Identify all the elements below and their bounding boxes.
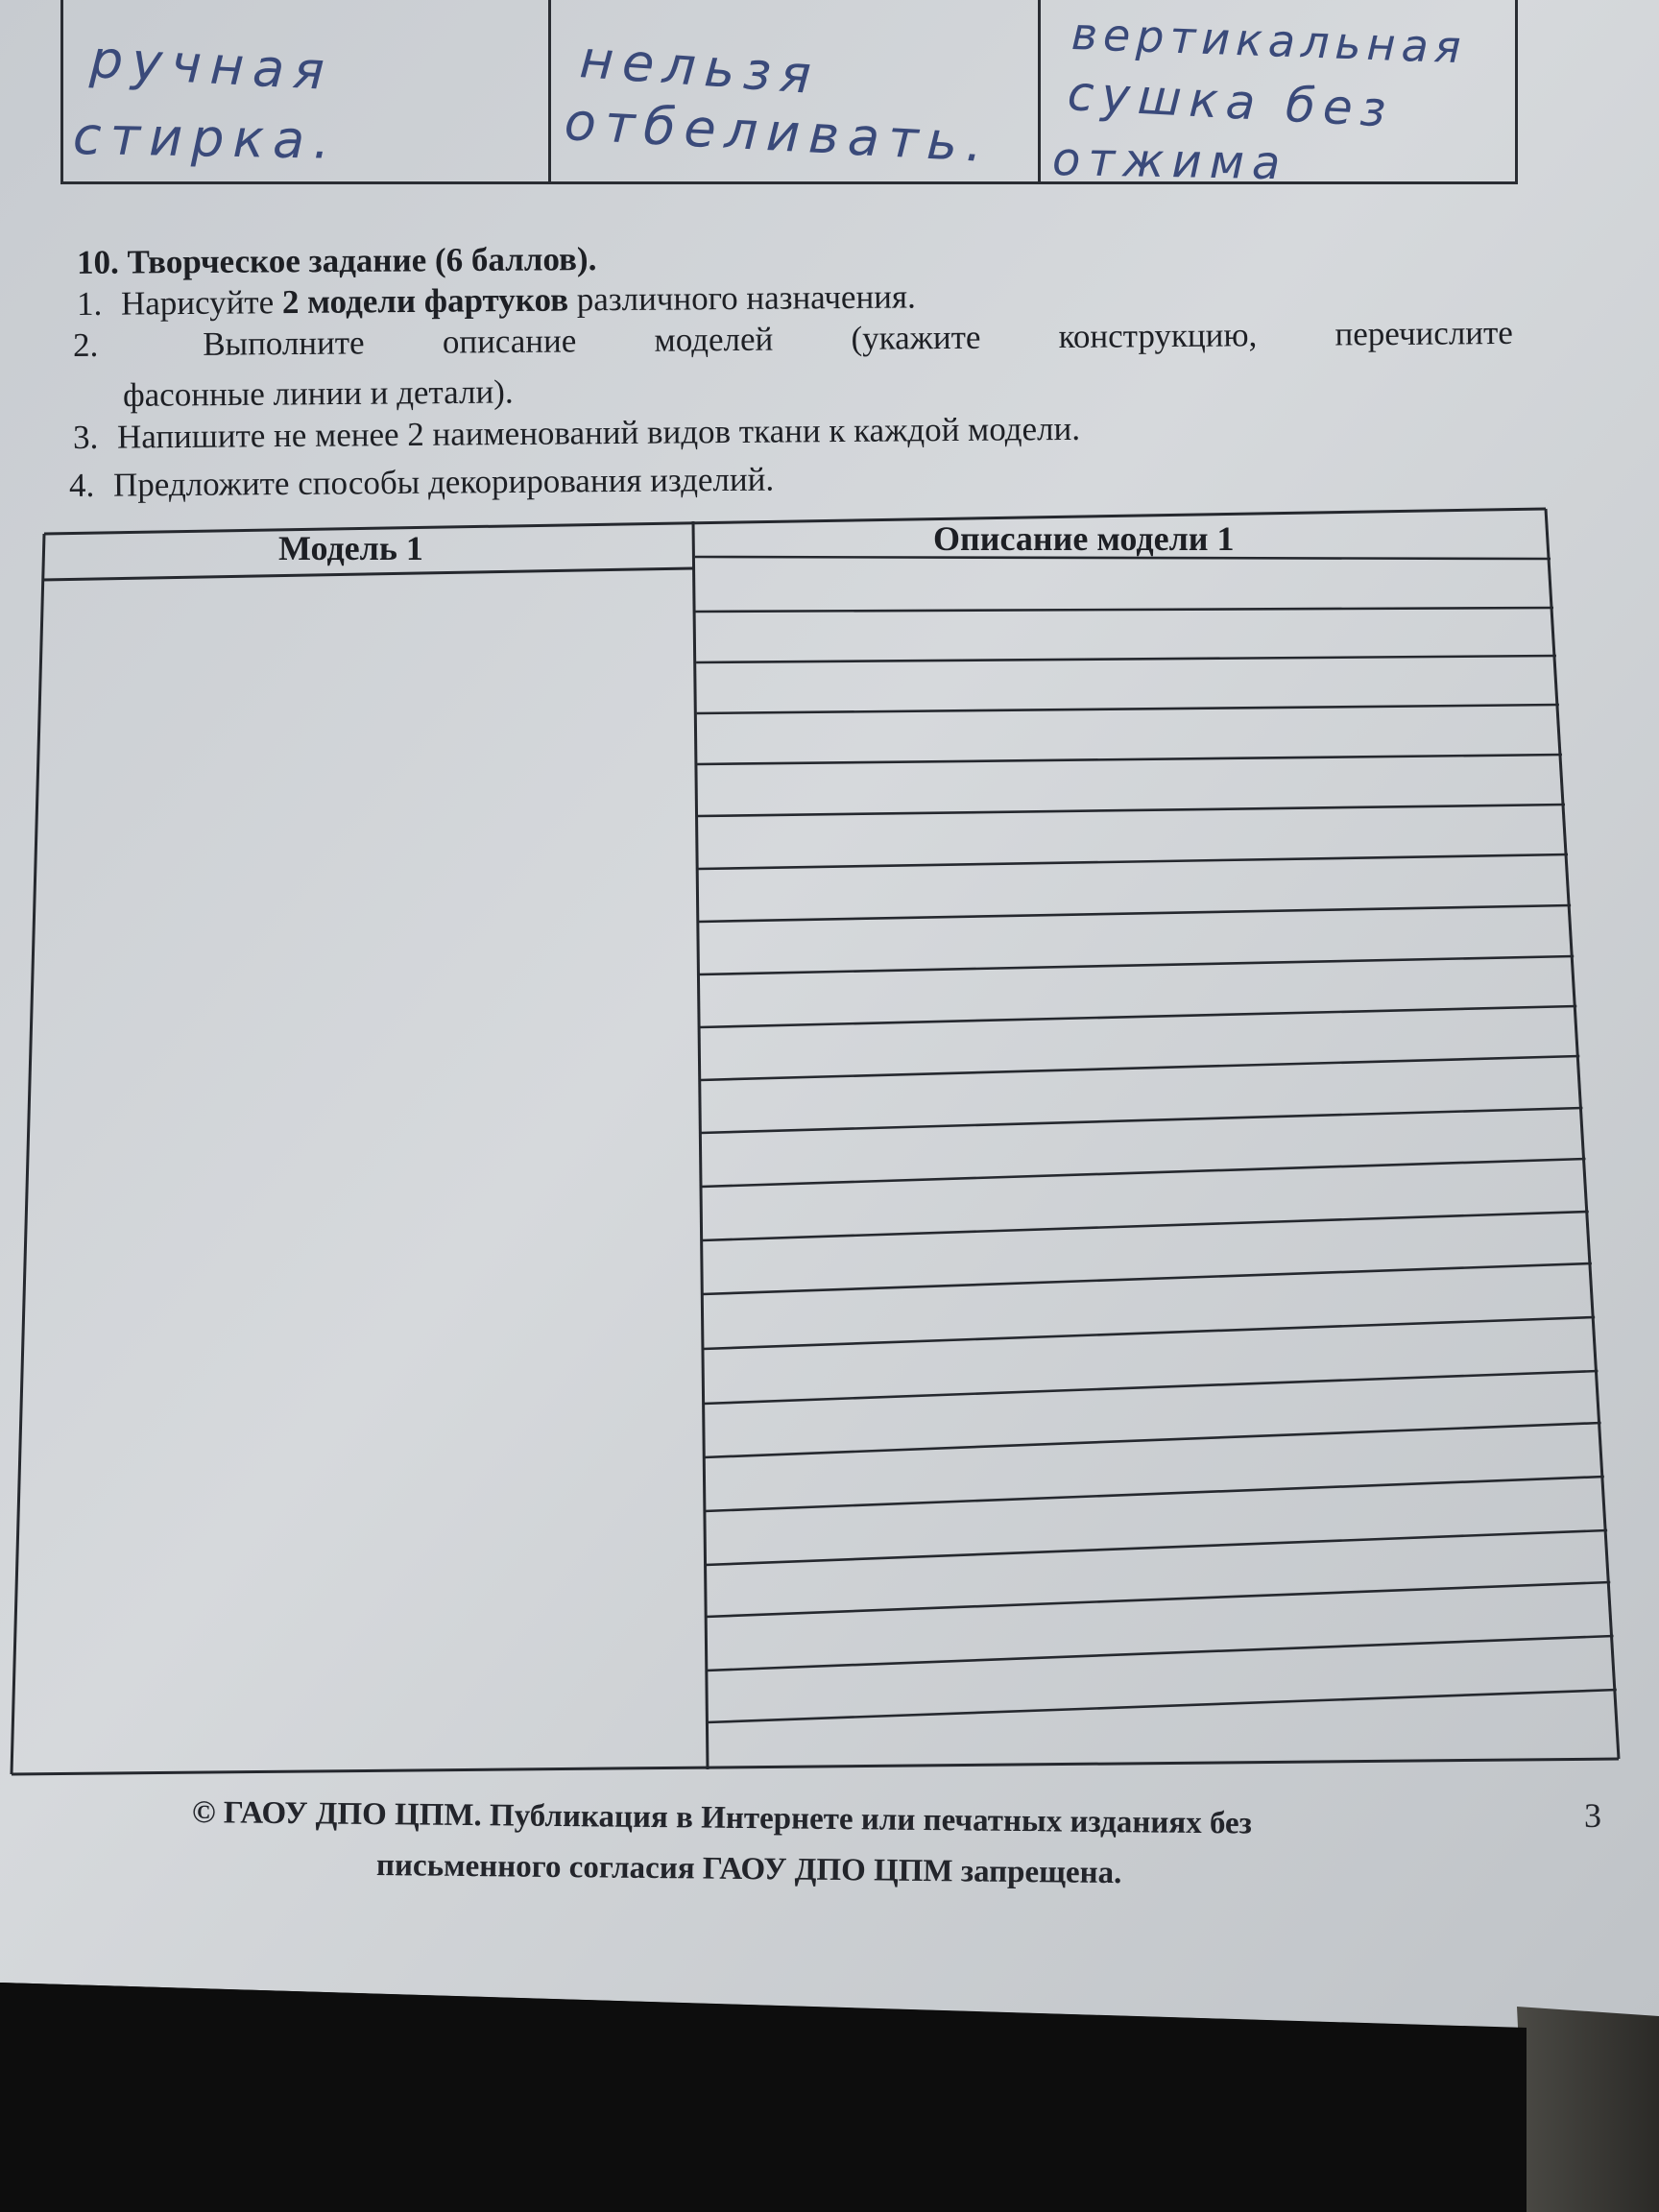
- item-text: различного назначения.: [567, 277, 916, 319]
- table-border-bottom: [12, 1759, 1619, 1774]
- item-number: 1.: [76, 284, 103, 323]
- model-column-header: Модель 1: [278, 529, 423, 567]
- table-border-top: [44, 509, 1546, 534]
- table-border-right: [1546, 509, 1619, 1759]
- page-number: 3: [1584, 1796, 1601, 1835]
- column-divider: [693, 521, 708, 1769]
- handwritten-text: вертикальная: [1070, 8, 1468, 74]
- ruled-line: [698, 854, 1568, 869]
- item-text: Напишите не менее 2 наименований видов ткани к каждой модели.: [116, 409, 1081, 456]
- handwritten-text: сушка без: [1066, 65, 1395, 138]
- ruled-line: [703, 1263, 1592, 1294]
- ruled-line: [704, 1423, 1600, 1457]
- item-text: Нарисуйте: [120, 283, 283, 323]
- ruled-line: [705, 1477, 1604, 1511]
- item-word: конструкцию,: [1058, 316, 1258, 356]
- handwritten-text: ручная: [88, 29, 335, 103]
- task-item-2-continued: фасонные линии и детали).: [122, 373, 514, 414]
- ruled-line: [703, 1317, 1595, 1349]
- ruled-line: [706, 1636, 1613, 1671]
- description-column-header: Описание модели 1: [933, 519, 1235, 558]
- item-word: Выполните: [203, 324, 365, 363]
- copyright-notice: © ГАОУ ДПО ЦПМ. Публикация в Интернете или печатных изданиях без: [191, 1795, 1253, 1841]
- item-word: моделей: [654, 320, 774, 359]
- ruled-line: [696, 608, 1553, 612]
- item-word: (укажите: [851, 318, 981, 357]
- ruled-line: [698, 805, 1565, 816]
- ruled-line: [707, 1690, 1617, 1722]
- ruled-line: [706, 1582, 1610, 1617]
- item-number: 2.: [72, 325, 99, 364]
- handwritten-text: отжима: [1051, 132, 1288, 191]
- item-bold-text: 2 модели фартуков: [281, 280, 569, 322]
- handwritten-text: нельзя: [577, 29, 822, 107]
- item-number: 3.: [72, 418, 99, 456]
- ruled-line: [702, 1212, 1589, 1240]
- copyright-notice-continued: письменного согласия ГАОУ ДПО ЦПМ запрещена.: [375, 1848, 1122, 1891]
- handwritten-text: стирка.: [72, 106, 339, 171]
- item-number: 4.: [68, 466, 95, 504]
- ruled-line: [697, 755, 1562, 764]
- item-word: перечислите: [1334, 313, 1514, 353]
- handwritten-text: отбеливать.: [563, 91, 994, 175]
- item-text: Предложите способы декорирования изделий.: [112, 460, 775, 504]
- ruled-line: [702, 1159, 1586, 1187]
- task-title: 10. Творческое задание (6 баллов).: [76, 240, 597, 281]
- ruled-line: [701, 1108, 1582, 1133]
- ruled-line: [696, 656, 1556, 662]
- ruled-line: [699, 905, 1571, 922]
- ruled-line: [700, 1056, 1579, 1080]
- ruled-line: [700, 1006, 1576, 1027]
- header-divider: [42, 568, 693, 580]
- ruled-line: [699, 956, 1574, 974]
- ruled-line: [705, 1530, 1607, 1565]
- ruled-line: [697, 705, 1559, 713]
- item-word: описание: [442, 322, 577, 361]
- ruled-line: [704, 1371, 1599, 1404]
- table-border-left: [12, 534, 44, 1774]
